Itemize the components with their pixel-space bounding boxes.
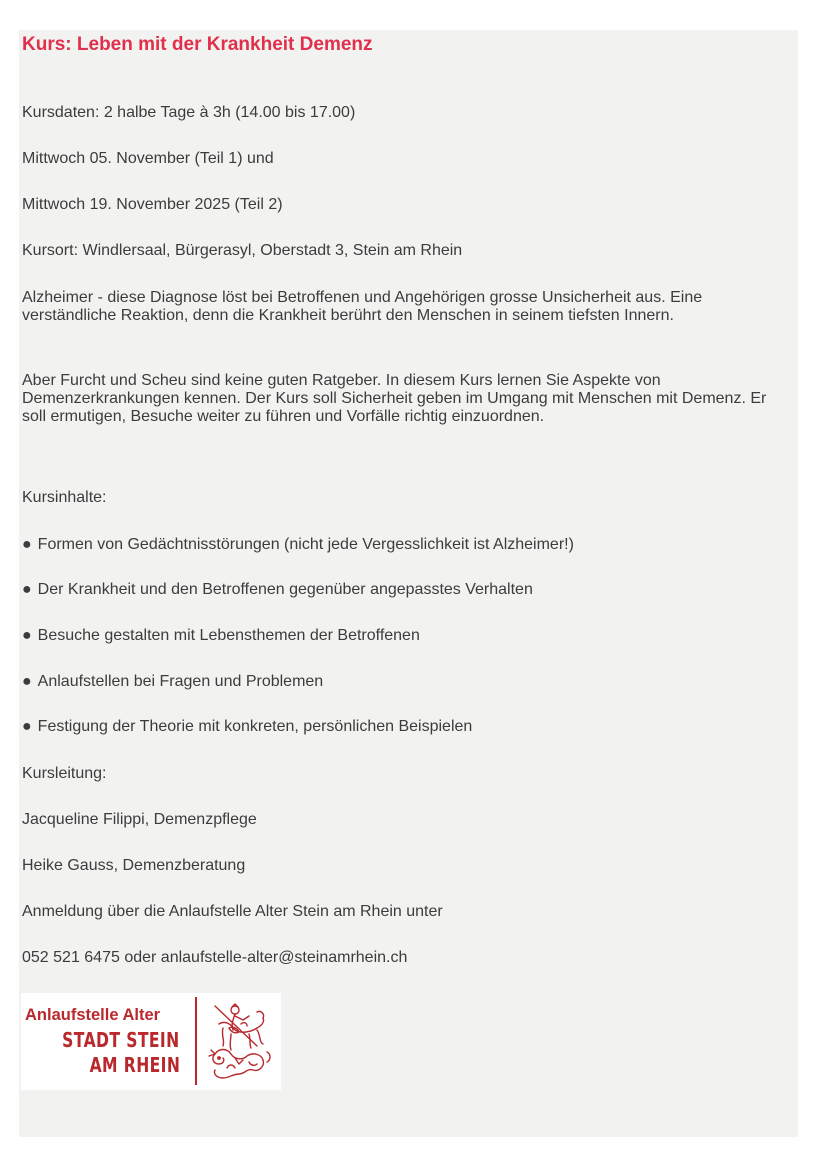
intro-paragraph-1: Alzheimer - diese Diagnose löst bei Betroffenen und Angehörigen grosse Unsicherheit aus. Eine verständliche Reaktion, denn die Krankheit berührt den Menschen in seinem tiefsten Innern. <box>22 289 703 324</box>
st-george-dragon-icon <box>205 1002 277 1082</box>
page-title: Kurs: Leben mit der Krankheit Demenz <box>22 34 373 55</box>
list-item: ● Der Krankheit und den Betroffenen gegenüber angepasstes Verhalten <box>22 581 533 598</box>
list-item: ● Besuche gestalten mit Lebensthemen der Betroffenen <box>22 627 420 644</box>
date-part-2: Mittwoch 19. November 2025 (Teil 2) <box>22 196 283 213</box>
logo-line-2: STADT STEIN <box>62 1028 180 1052</box>
leader-1: Jacqueline Filippi, Demenzpflege <box>22 811 257 828</box>
leader-2: Heike Gauss, Demenzberatung <box>22 857 246 874</box>
course-leaders-heading: Kursleitung: <box>22 765 107 782</box>
logo-line-1: Anlaufstelle Alter <box>25 1006 161 1024</box>
logo-line-3: AM RHEIN <box>89 1053 180 1077</box>
list-item: ● Festigung der Theorie mit konkreten, persönlichen Beispielen <box>22 718 473 735</box>
bullet-icon: ● <box>22 581 32 598</box>
list-item: ● Anlaufstellen bei Fragen und Problemen <box>22 673 324 690</box>
course-dates: Kursdaten: 2 halbe Tage à 3h (14.00 bis 17.00) <box>22 104 356 121</box>
logo-divider <box>195 997 197 1085</box>
course-content-heading: Kursinhalte: <box>22 489 107 506</box>
list-item: ● Formen von Gedächtnisstörungen (nicht jede Vergesslichkeit ist Alzheimer!) <box>22 536 574 553</box>
bullet-icon: ● <box>22 673 32 690</box>
registration-text: Anmeldung über die Anlaufstelle Alter Stein am Rhein unter <box>22 903 443 920</box>
course-location: Kursort: Windlersaal, Bürgerasyl, Oberstadt 3, Stein am Rhein <box>22 242 463 259</box>
contact-info: 052 521 6475 oder anlaufstelle-alter@steinamrhein.ch <box>22 949 408 966</box>
bullet-icon: ● <box>22 718 32 735</box>
bullet-icon: ● <box>22 627 32 644</box>
organisation-logo <box>21 993 281 1090</box>
bullet-icon: ● <box>22 536 32 553</box>
date-part-1: Mittwoch 05. November (Teil 1) und <box>22 150 274 167</box>
intro-paragraph-2: Aber Furcht und Scheu sind keine guten Ratgeber. In diesem Kurs lernen Sie Aspekte von Demenzerkrankungen kennen. Der Kurs soll Sicherheit geben im Umgang mit Menschen mit Demenz. Er soll ermutigen, Besuche weiter zu führen und Vorfälle richtig einzuordnen. <box>22 372 767 425</box>
